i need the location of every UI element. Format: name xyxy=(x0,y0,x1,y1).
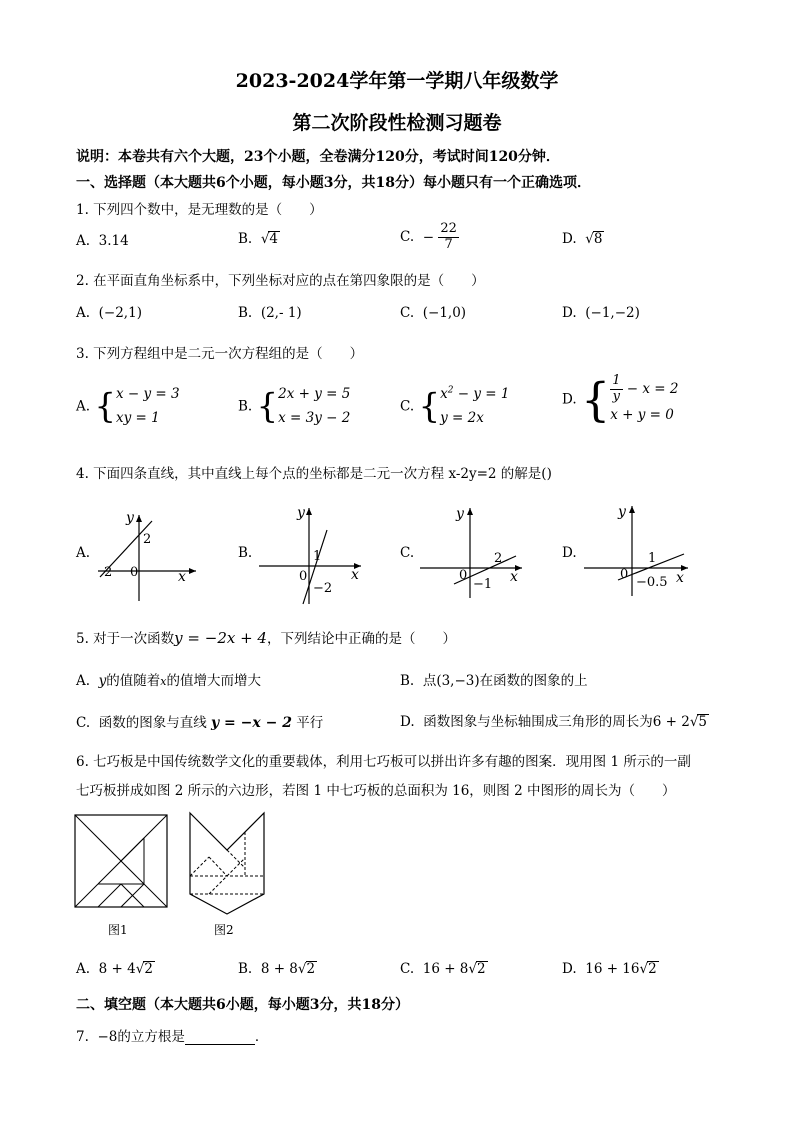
q2-option-d[interactable] xyxy=(562,305,640,321)
q4-c-origin: 0 xyxy=(459,568,468,583)
q7-answer-blank[interactable] xyxy=(185,1030,255,1045)
q3-c-brace-icon: { xyxy=(418,386,441,427)
q3-option-c[interactable] xyxy=(400,383,509,430)
q6-b-radicand: 2 xyxy=(306,961,316,977)
q6-stem-line2: 七巧板拼成如图 2 所示的六边形，若图 1 中七巧板的总面积为 16，则图 2 中图形的周长为（ ） xyxy=(76,783,676,799)
q4-b-val-b: −2 xyxy=(313,581,333,596)
q5-option-b[interactable] xyxy=(400,669,588,689)
q3-b-eq2: x = 3y − 2 xyxy=(278,409,351,426)
q2-b-label: B. xyxy=(238,305,253,321)
q2-option-a[interactable] xyxy=(76,305,142,321)
q2-option-c[interactable] xyxy=(400,305,466,321)
q4-graph-d[interactable] xyxy=(580,498,692,598)
q4-d-val-b: −0.5 xyxy=(636,575,668,590)
section1-heading: 一、选择题（本大题共6个小题，每小题3分，共18分）每小题只有一个正确选项． xyxy=(76,175,591,191)
q2-c-label: C. xyxy=(400,305,415,321)
q3-c-eq2: y = 2x xyxy=(440,409,484,426)
q1-option-c[interactable] xyxy=(400,222,459,253)
q6-option-d[interactable] xyxy=(562,961,659,977)
q2-b-value: (2,- 1) xyxy=(260,305,302,321)
q5-stem xyxy=(76,627,456,647)
q1-c-sign: − xyxy=(422,229,435,246)
q4-graph-a[interactable] xyxy=(92,505,202,605)
q3-d-eq2: x + y = 0 xyxy=(610,406,674,423)
q5-a-text1: 的值随着 xyxy=(106,673,161,689)
q3-d-eq1 xyxy=(610,373,679,404)
q7-stem xyxy=(76,1025,268,1045)
q6-figure1-tangram xyxy=(74,814,170,910)
q1-b-radicand: 4 xyxy=(269,231,279,247)
q2-d-label: D. xyxy=(562,305,577,321)
q1-d-sqrt-icon: √ xyxy=(585,231,594,247)
q6-c-radicand: 2 xyxy=(477,961,486,977)
q1-c-label: C. xyxy=(400,228,415,245)
q4-b-val-a: 1 xyxy=(313,549,322,564)
q6-a-val: 8 + 4 xyxy=(98,961,136,977)
q4-b-label: B. xyxy=(238,545,253,561)
q6-stem-line1: 6. 七巧板是中国传统数学文化的重要载体，利用七巧板可以拼出许多有趣的图案．现用图 1 所示的一副 xyxy=(76,754,691,770)
q5-stem-a: 5. 对于一次函数 xyxy=(76,631,175,647)
q6-b-val: 8 + 8 xyxy=(260,961,298,977)
q3-c-eq1-rest: − y = 1 xyxy=(453,386,510,402)
q3-c-eq1-exp: 2 xyxy=(447,385,454,396)
q3-d-label: D. xyxy=(562,391,577,408)
exam-title-line1: 2023-2024学年第一学期八年级数学 xyxy=(235,70,559,92)
q6-fig2-caption: 图2 xyxy=(214,923,234,937)
q4-graph-c[interactable] xyxy=(418,500,526,600)
q6-option-a[interactable] xyxy=(76,961,155,977)
q4-d-val-a: 1 xyxy=(648,551,657,566)
q5-b-label: B. xyxy=(400,673,415,689)
q5-option-c[interactable] xyxy=(76,711,323,731)
q3-d-den: y xyxy=(612,388,621,404)
q5-a-x: x xyxy=(160,675,167,688)
q5-b-text2: 在函数的图象的上 xyxy=(479,673,588,689)
q4-d-origin: 0 xyxy=(620,567,629,582)
q2-a-value: (−2,1) xyxy=(98,305,142,321)
q7-value: −8 xyxy=(97,1029,118,1045)
q3-a-label: A. xyxy=(76,398,91,415)
q6-d-sqrt-icon: √ xyxy=(639,961,649,977)
q5-option-d[interactable] xyxy=(400,710,709,730)
q3-d-brace-icon: { xyxy=(580,372,611,427)
q2-stem: 2. 在平面直角坐标系中，下列坐标对应的点在第四象限的是（ ） xyxy=(76,273,485,289)
q6-b-label: B. xyxy=(238,961,253,977)
q6-fig1-caption: 图1 xyxy=(108,923,128,937)
q3-c-eq1 xyxy=(440,386,509,402)
q3-option-d[interactable] xyxy=(562,374,679,425)
q5-function: y = −2x + 4 xyxy=(174,629,267,647)
q7-text: 的立方根是 xyxy=(117,1029,185,1045)
q3-a-eq1: x − y = 3 xyxy=(115,386,180,402)
q1-option-b[interactable] xyxy=(238,231,280,247)
q3-option-b[interactable] xyxy=(238,383,350,430)
section2-heading: 二、填空题（本大题共6小题，每小题3分，共18分） xyxy=(76,997,409,1013)
q6-c-val: 16 + 8 xyxy=(422,961,469,977)
q4-a-yint: 2 xyxy=(143,532,152,547)
q1-c-numerator: 22 xyxy=(440,221,457,236)
q1-c-denominator: 7 xyxy=(444,236,453,252)
q6-a-radicand: 2 xyxy=(144,961,153,977)
q4-d-label: D. xyxy=(562,545,577,561)
q3-c-eq1-base: x xyxy=(440,386,448,402)
q6-a-label: A. xyxy=(76,961,91,977)
exam-title-line2: 第二次阶段性检测习题卷 xyxy=(292,112,502,134)
q5-option-a[interactable] xyxy=(76,669,261,689)
q1-d-label: D. xyxy=(562,231,577,247)
q3-c-label: C. xyxy=(400,398,415,415)
instructions: 说明：本卷共有六个大题，23个小题，全卷满分120分，考试时间120分钟． xyxy=(76,149,560,165)
q1-stem: 1. 下列四个数中，是无理数的是（ ） xyxy=(76,202,323,218)
q6-b-sqrt-icon: √ xyxy=(297,961,307,977)
q3-b-eq1: 2x + y = 5 xyxy=(278,386,351,402)
q1-d-radicand: 8 xyxy=(593,231,603,247)
q6-c-sqrt-icon: √ xyxy=(468,961,478,977)
q6-figure2-hexagon xyxy=(187,810,269,918)
q5-c-text2: 平行 xyxy=(296,715,324,731)
q4-c-val-b: −1 xyxy=(473,577,493,592)
q5-c-label: C. xyxy=(76,715,91,731)
q4-b-origin: 0 xyxy=(299,569,308,584)
q3-d-num: 1 xyxy=(612,373,621,388)
q6-d-label: D. xyxy=(562,961,577,977)
q4-d-ylabel: y xyxy=(618,504,626,520)
q4-a-label: A. xyxy=(76,545,91,561)
q6-d-val: 16 + 16 xyxy=(585,961,640,977)
q6-option-b[interactable] xyxy=(238,961,317,977)
q5-c-line: y = −x − 2 xyxy=(211,715,292,731)
q4-c-val-a: 2 xyxy=(494,551,503,566)
q4-c-ylabel: y xyxy=(456,506,464,522)
q3-option-a[interactable] xyxy=(76,383,180,430)
q4-stem: 4. 下面四条直线，其中直线上每个点的坐标都是二元一次方程 x-2y=2 的解是() xyxy=(76,466,552,482)
q4-graph-b[interactable] xyxy=(255,500,367,610)
q5-c-text: 函数的图象与直线 xyxy=(98,715,207,731)
q3-a-eq2: xy = 1 xyxy=(115,409,160,426)
q1-option-a[interactable] xyxy=(76,233,129,249)
q4-b-xlabel: x xyxy=(351,567,359,583)
q5-b-point: (3,−3) xyxy=(436,673,480,689)
q5-d-text: 函数图象与坐标轴围成三角形的周长为 xyxy=(423,714,653,730)
q2-a-label: A. xyxy=(76,305,91,321)
q5-a-y: y xyxy=(98,673,107,689)
q4-c-xlabel: x xyxy=(510,569,518,585)
q3-b-label: B. xyxy=(238,398,253,415)
q3-b-brace-icon: { xyxy=(256,386,279,427)
q2-d-value: (−1,−2) xyxy=(585,305,640,321)
q6-a-sqrt-icon: √ xyxy=(135,961,145,977)
q7-num: 7. xyxy=(76,1029,89,1045)
q6-option-c[interactable] xyxy=(400,961,488,977)
q3-d-eq1-rest: − x = 2 xyxy=(622,380,679,397)
q5-a-label: A. xyxy=(76,673,91,689)
q1-a-label: A. xyxy=(76,233,91,249)
q1-b-sqrt-icon: √ xyxy=(260,231,270,247)
q5-a-text2: 的值增大而增大 xyxy=(166,673,261,689)
q7-end: ． xyxy=(254,1029,269,1045)
q5-d-label: D. xyxy=(400,714,415,730)
q1-c-fraction xyxy=(438,222,459,253)
q3-stem: 3. 下列方程组中是二元一次方程组的是（ ） xyxy=(76,346,364,362)
q5-d-radicand: 5 xyxy=(698,714,708,730)
q1-b-label: B. xyxy=(238,231,253,247)
q5-b-text1: 点 xyxy=(422,673,437,689)
q5-stem-b: ，下列结论中正确的是（ ） xyxy=(266,631,456,647)
q2-option-b[interactable] xyxy=(238,305,302,321)
q3-d-fraction xyxy=(610,374,622,405)
q4-a-xint: 2 xyxy=(104,565,113,580)
q4-c-label: C. xyxy=(400,545,415,561)
q5-d-sqrt-icon: √ xyxy=(689,714,699,730)
q4-b-ylabel: y xyxy=(297,505,305,521)
q5-d-val: 6 + 2 xyxy=(652,714,690,730)
q6-c-label: C. xyxy=(400,961,415,977)
q3-a-brace-icon: { xyxy=(94,386,116,427)
q1-option-d[interactable] xyxy=(562,231,604,247)
q6-d-radicand: 2 xyxy=(648,961,657,977)
q4-a-xlabel: x xyxy=(178,569,186,585)
q4-a-origin: 0 xyxy=(130,565,139,580)
q1-a-value: 3.14 xyxy=(98,233,129,249)
q4-a-ylabel: y xyxy=(126,510,134,526)
q2-c-value: (−1,0) xyxy=(422,305,467,321)
q4-d-xlabel: x xyxy=(676,570,684,586)
